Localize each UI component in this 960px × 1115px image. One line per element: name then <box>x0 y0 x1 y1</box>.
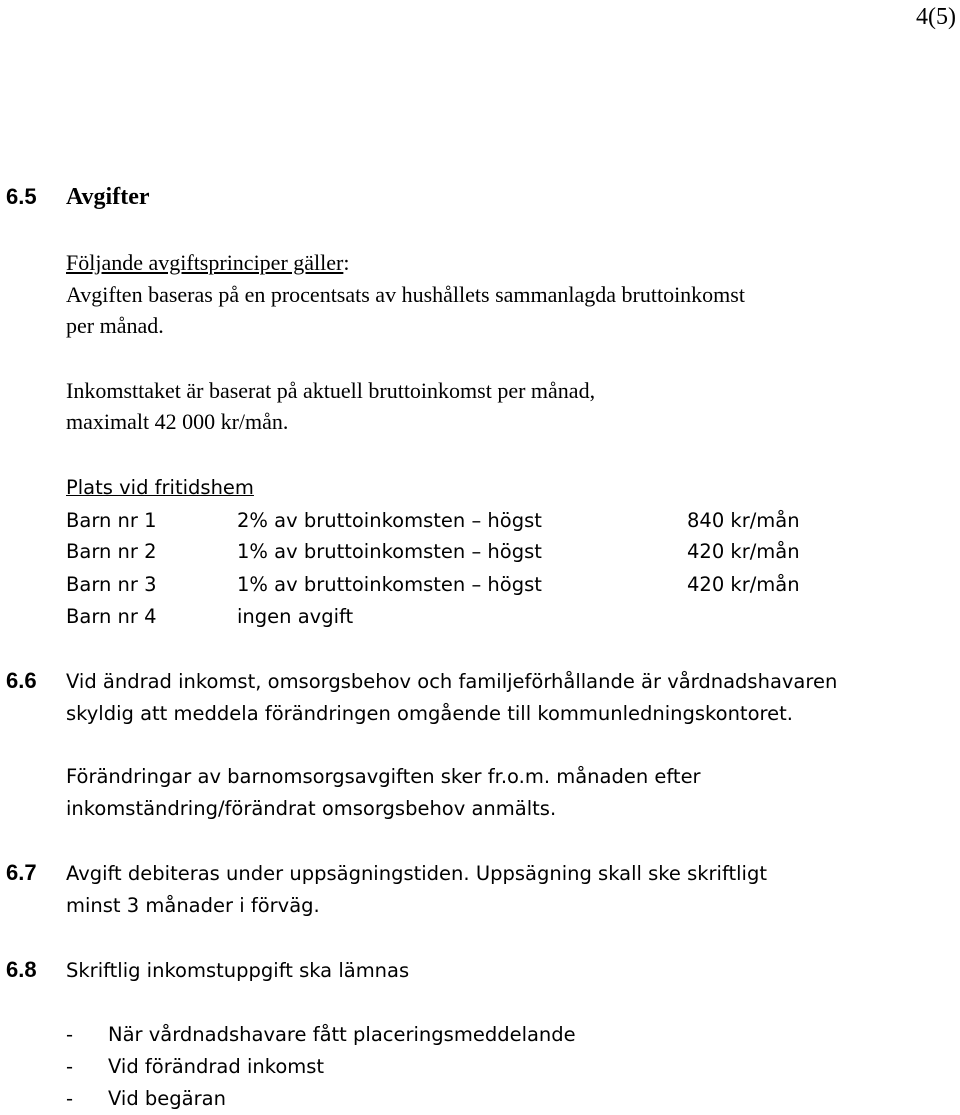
section-6-7-number: 6.7 <box>6 860 37 885</box>
page-number: 4(5) <box>916 4 956 30</box>
fee-rule: 2% av bruttoinkomsten – högst <box>237 509 542 532</box>
section-6-7-line-2: minst 3 månader i förväg. <box>66 894 320 917</box>
fee-max-amount: 420 kr/mån <box>687 540 800 563</box>
fee-row-child-2 <box>66 536 926 568</box>
income-cap-line-1: Inkomsttaket är baserat på aktuell bruttoinkomst per månad, <box>66 378 596 403</box>
fee-row-child-4 <box>66 601 926 633</box>
fee-rule: 1% av bruttoinkomsten – högst <box>237 540 542 563</box>
section-6-5-number: 6.5 <box>6 184 37 209</box>
section-6-8-line-1: Skriftlig inkomstuppgift ska lämnas <box>66 959 410 982</box>
list-item <box>66 1051 766 1083</box>
principles-line-2: per månad. <box>66 313 164 338</box>
fee-child-label: Barn nr 1 <box>66 509 157 532</box>
section-6-7-line-1: Avgift debiteras under uppsägningstiden. Uppsägning skall ske skriftligt <box>66 862 768 885</box>
fee-rule: 1% av bruttoinkomsten – högst <box>237 573 542 596</box>
fee-child-label: Barn nr 4 <box>66 605 157 628</box>
list-dash: - <box>66 1023 74 1046</box>
section-6-6-number: 6.6 <box>6 668 37 693</box>
list-dash: - <box>66 1087 74 1110</box>
section-6-6-line-1: Vid ändrad inkomst, omsorgsbehov och familjeförhållande är vårdnadshavaren <box>66 670 838 693</box>
principles-colon: : <box>343 250 350 275</box>
principles-label: Följande avgiftsprinciper gäller <box>66 250 344 275</box>
fee-child-label: Barn nr 3 <box>66 573 157 596</box>
list-item-text: Vid begäran <box>108 1087 226 1110</box>
income-cap-line-2: maximalt 42 000 kr/mån. <box>66 409 289 434</box>
section-6-8-number: 6.8 <box>6 957 37 982</box>
fee-max-amount: 840 kr/mån <box>687 509 800 532</box>
section-6-5-title: Avgifter <box>66 184 150 210</box>
fee-row-child-3 <box>66 569 926 601</box>
fee-row-child-1 <box>66 505 926 537</box>
fee-child-label: Barn nr 2 <box>66 540 157 563</box>
principles-heading <box>66 247 349 279</box>
fee-table-title: Plats vid fritidshem <box>66 476 254 499</box>
fee-rule: ingen avgift <box>237 605 354 628</box>
list-item-text: Vid förändrad inkomst <box>108 1055 325 1078</box>
list-item-text: När vårdnadshavare fått placeringsmeddelande <box>108 1023 576 1046</box>
list-item <box>66 1019 766 1051</box>
list-dash: - <box>66 1055 74 1078</box>
section-6-6-line-3: Förändringar av barnomsorgsavgiften sker fr.o.m. månaden efter <box>66 765 701 788</box>
list-item <box>66 1083 766 1115</box>
principles-line-1: Avgiften baseras på en procentsats av hushållets sammanlagda bruttoinkomst <box>66 282 745 307</box>
section-6-6-line-2: skyldig att meddela förändringen omgående till kommunledningskontoret. <box>66 702 793 725</box>
fee-max-amount: 420 kr/mån <box>687 573 800 596</box>
section-6-6-line-4: inkomständring/förändrat omsorgsbehov anmälts. <box>66 797 557 820</box>
